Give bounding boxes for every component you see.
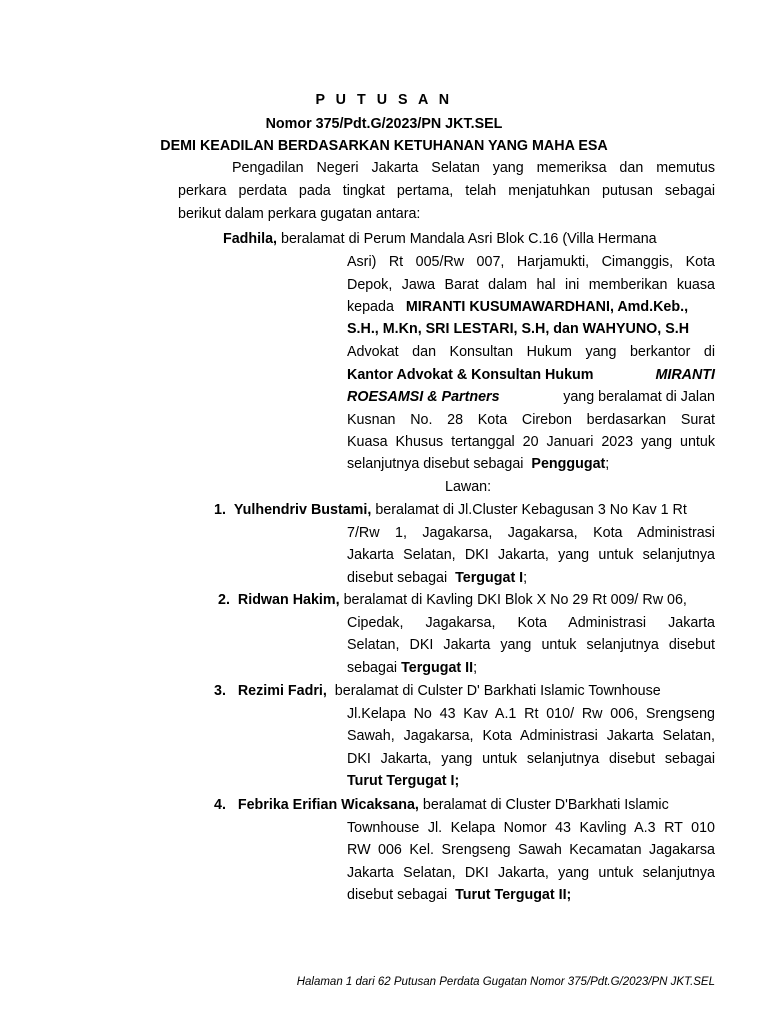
- defendant-line: Selatan, DKI Jakarta yang untuk selanjutnya disebut: [347, 637, 715, 653]
- plaintiff-line: Advokat dan Konsultan Hukum yang berkantor di: [347, 344, 715, 360]
- intro-line: Pengadilan Negeri Jakarta Selatan yang memeriksa dan memutus: [232, 160, 715, 176]
- defendant-line: disebut sebagai Tergugat I;: [347, 570, 528, 586]
- plaintiff-line: Kusnan No. 28 Kota Cirebon berdasarkan Surat: [347, 412, 715, 428]
- plaintiff-attorneys: S.H., M.Kn, SRI LESTARI, S.H, dan WAHYUNO, S.H: [347, 321, 690, 337]
- plaintiff-line: Asri) Rt 005/Rw 007, Harjamukti, Cimanggis, Kota: [347, 254, 715, 270]
- defendant-role: Turut Tergugat I;: [347, 773, 460, 789]
- defendant-line: Cipedak, Jagakarsa, Kota Administrasi Jakarta: [347, 615, 715, 631]
- defendant-first-line: 4. Febrika Erifian Wicaksana, beralamat di Cluster D'Barkhati Islamic: [214, 797, 669, 813]
- defendant-name: Yulhendriv Bustami,: [233, 502, 372, 518]
- page-footer: Halaman 1 dari 62 Putusan Perdata Gugatan Nomor 375/Pdt.G/2023/PN JKT.SEL: [296, 976, 715, 988]
- plaintiff-line: Kuasa Khusus tertanggal 20 Januari 2023 yang untuk: [347, 434, 715, 450]
- plaintiff-line: Kantor Advokat & Konsultan Hukum MIRANTI: [347, 367, 715, 383]
- defendant-role: Tergugat II: [401, 660, 474, 676]
- plaintiff-line: kepada MIRANTI KUSUMAWARDHANI, Amd.Keb.,: [347, 299, 689, 315]
- defendant-line: disebut sebagai Turut Tergugat II;: [347, 887, 572, 903]
- plaintiff-first-line: Fadhila, beralamat di Perum Mandala Asri Blok C.16 (Villa Hermana: [223, 231, 657, 247]
- defendant-line: Jakarta Selatan, DKI Jakarta, yang untuk selanjutnya: [347, 547, 715, 563]
- document-title: P U T U S A N: [315, 92, 453, 108]
- defendant-first-line: 3. Rezimi Fadri, beralamat di Culster D' Barkhati Islamic Townhouse: [214, 683, 661, 699]
- defendant-role: Tergugat I: [455, 570, 524, 586]
- defendant-line: DKI Jakarta, yang untuk selanjutnya disebut sebagai: [347, 751, 715, 767]
- defendant-line: Townhouse Jl. Kelapa Nomor 43 Kavling A.3 RT 010: [347, 820, 715, 836]
- defendant-line: sebagai Tergugat II;: [347, 660, 478, 676]
- case-number: Nomor 375/Pdt.G/2023/PN JKT.SEL: [265, 116, 503, 132]
- defendant-name: Rezimi Fadri,: [237, 683, 327, 699]
- defendant-first-line: 1. Yulhendriv Bustami, beralamat di Jl.Cluster Kebagusan 3 No Kav 1 Rt: [214, 502, 687, 518]
- versus-label: Lawan:: [445, 479, 492, 495]
- defendant-name: Febrika Erifian Wicaksana,: [237, 797, 419, 813]
- defendant-line: Sawah, Jagakarsa, Kota Administrasi Jakarta Selatan,: [347, 728, 715, 744]
- defendant-line: [347, 771, 459, 791]
- plaintiff-line: Depok, Jawa Barat dalam hal ini memberikan kuasa: [347, 277, 715, 293]
- plaintiff-role: Penggugat: [531, 456, 606, 472]
- defendant-name: Ridwan Hakim,: [237, 592, 340, 608]
- plaintiff-name: Fadhila,: [223, 231, 278, 247]
- defendant-line: RW 006 Kel. Srengseng Sawah Kecamatan Jagakarsa: [347, 842, 715, 858]
- defendant-role: Turut Tergugat II;: [455, 887, 572, 903]
- defendant-first-line: 2. Ridwan Hakim, beralamat di Kavling DKI Blok X No 29 Rt 009/ Rw 06,: [218, 592, 687, 608]
- intro-line: berikut dalam perkara gugatan antara:: [178, 206, 421, 222]
- defendant-line: Jakarta Selatan, DKI Jakarta, yang untuk selanjutnya: [347, 865, 715, 881]
- heading-justice: DEMI KEADILAN BERDASARKAN KETUHANAN YANG MAHA ESA: [160, 138, 608, 154]
- defendant-line: Jl.Kelapa No 43 Kav A.1 Rt 010/ Rw 006, Srengseng: [347, 706, 715, 722]
- plaintiff-line: selanjutnya disebut sebagai Penggugat;: [347, 456, 610, 472]
- plaintiff-line: ROESAMSI & Partners yang beralamat di Jalan: [347, 389, 715, 405]
- defendant-line: 7/Rw 1, Jagakarsa, Jagakarsa, Kota Administrasi: [347, 525, 715, 541]
- intro-line: perkara perdata pada tingkat pertama, telah menjatuhkan putusan sebagai: [178, 183, 715, 199]
